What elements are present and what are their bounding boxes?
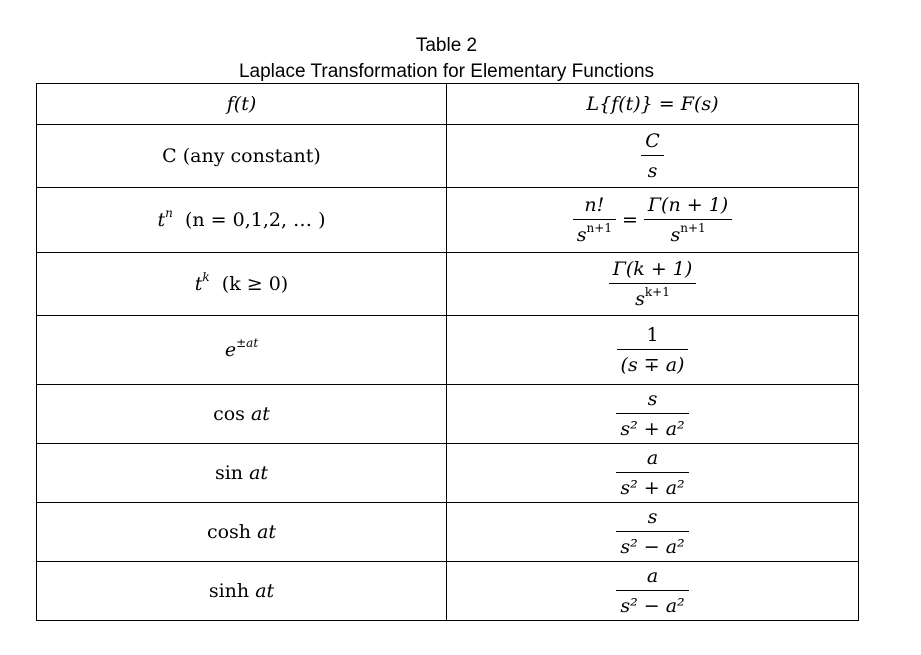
header-transform-label: L{f(t)} = F(s) — [586, 93, 719, 115]
function-name: sinh — [208, 580, 256, 602]
table-row — [37, 125, 859, 188]
denominator-exponent: n+1 — [680, 221, 706, 235]
function-base: e — [224, 339, 237, 361]
function-argument: at — [257, 521, 277, 543]
function-exponent: ±at — [236, 336, 259, 350]
function-cell — [37, 316, 447, 385]
table-row — [37, 253, 859, 316]
fraction-denominator — [573, 220, 616, 246]
fraction-numerator: 1 — [646, 324, 659, 346]
function-power-n — [157, 206, 326, 231]
transform-fraction — [609, 258, 697, 310]
function-cell — [37, 444, 447, 503]
transform-formula — [573, 194, 732, 246]
function-condition: (k ≥ 0) — [221, 273, 289, 295]
table-row — [37, 562, 859, 621]
fraction-denominator: s² − a² — [620, 595, 685, 617]
transform-cell — [447, 503, 859, 562]
denominator-exponent: k+1 — [644, 285, 670, 299]
transform-fraction — [641, 130, 664, 182]
transform-cell — [447, 444, 859, 503]
transform-fraction — [616, 565, 688, 617]
function-sinh — [209, 580, 274, 602]
function-exponent: k — [202, 270, 210, 284]
header-function — [37, 84, 447, 125]
denominator-base: s — [576, 224, 587, 246]
transform-cell — [447, 385, 859, 444]
transform-fraction — [573, 194, 616, 246]
function-argument: at — [255, 580, 275, 602]
fraction-numerator: a — [646, 565, 659, 587]
table-caption-number: Table 2 — [415, 35, 478, 56]
transform-fraction-gamma — [644, 194, 732, 246]
transform-fraction — [617, 324, 689, 376]
function-cosh — [207, 521, 276, 543]
fraction-numerator: n! — [584, 194, 605, 216]
function-name: cosh — [206, 521, 258, 543]
function-cell — [37, 503, 447, 562]
table-row — [37, 444, 859, 503]
function-base: t — [157, 209, 166, 231]
function-name: sin — [214, 462, 250, 484]
function-sin — [215, 462, 268, 484]
function-cos — [213, 403, 270, 425]
table-header-row — [37, 84, 859, 125]
function-cell — [37, 253, 447, 316]
table-row — [37, 316, 859, 385]
transform-cell — [447, 188, 859, 253]
function-name: cos — [213, 403, 251, 425]
function-cell — [37, 125, 447, 188]
table-row — [37, 188, 859, 253]
fraction-numerator: Γ(n + 1) — [647, 194, 729, 216]
laplace-table — [36, 83, 859, 621]
function-condition: (n = 0,1,2, … ) — [184, 209, 326, 231]
transform-cell — [447, 562, 859, 621]
transform-cell — [447, 125, 859, 188]
transform-fraction — [616, 447, 688, 499]
fraction-numerator: s — [647, 388, 658, 410]
fraction-numerator: s — [647, 506, 658, 528]
equals-sign: = — [621, 209, 638, 231]
denominator-base: s — [635, 288, 645, 310]
function-cell — [37, 385, 447, 444]
function-exponential — [224, 336, 259, 361]
fraction-denominator — [666, 220, 709, 246]
denominator-base: s — [670, 224, 681, 246]
table-row — [37, 385, 859, 444]
function-power-k — [194, 270, 289, 295]
transform-cell — [447, 316, 859, 385]
function-cell — [37, 188, 447, 253]
function-base: t — [194, 273, 203, 295]
function-exponent: n — [165, 206, 173, 220]
fraction-denominator: s² + a² — [620, 418, 685, 440]
fraction-denominator: (s ∓ a) — [620, 354, 685, 376]
fraction-numerator: Γ(k + 1) — [612, 258, 693, 280]
function-argument: at — [249, 462, 269, 484]
transform-fraction — [616, 388, 688, 440]
fraction-denominator: s² + a² — [620, 477, 685, 499]
fraction-numerator: a — [646, 447, 659, 469]
transform-cell — [447, 253, 859, 316]
function-argument: at — [250, 403, 270, 425]
table-row — [37, 503, 859, 562]
fraction-numerator: C — [645, 130, 660, 152]
header-transform — [447, 84, 859, 125]
denominator-exponent: n+1 — [586, 221, 612, 235]
fraction-denominator — [631, 284, 674, 310]
transform-fraction — [616, 506, 688, 558]
header-function-label: f(t) — [226, 93, 257, 115]
fraction-denominator: s² − a² — [620, 536, 685, 558]
table-caption-title: Laplace Transformation for Elementary Functions — [238, 61, 655, 82]
fraction-denominator: s — [647, 160, 658, 182]
function-constant: C (any constant) — [162, 145, 321, 167]
function-cell — [37, 562, 447, 621]
